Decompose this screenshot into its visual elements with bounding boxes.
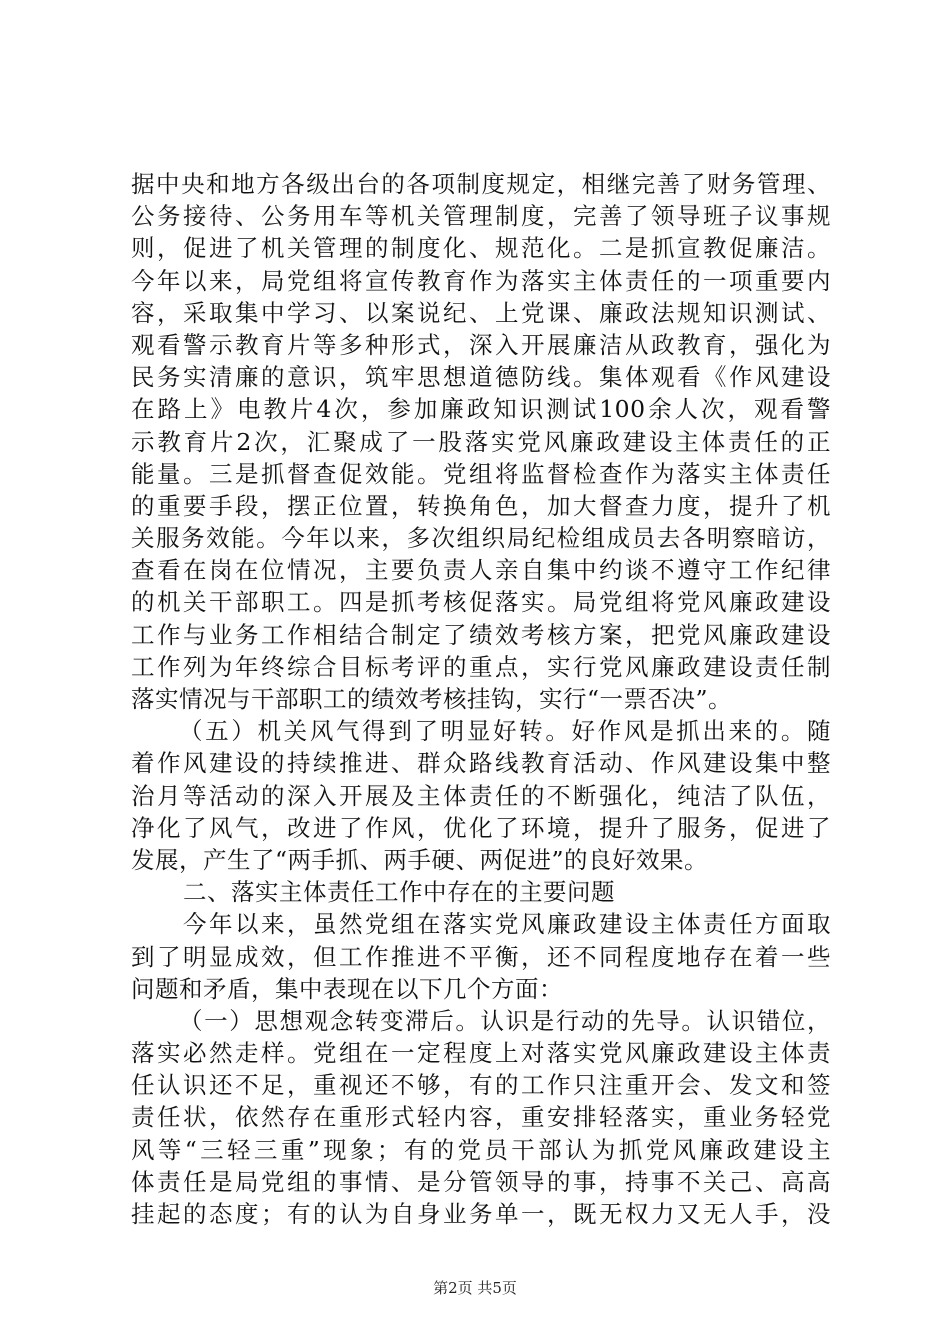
text-line: 容，采取集中学习、以案说纪、上党课、廉政法规知识测试、 [131,298,831,327]
text-line: 任认识还不足，重视还不够，有的工作只注重开会、发文和签 [131,1071,831,1100]
text-line: 到了明显成效，但工作推进不平衡，还不同程度地存在着一些 [131,942,831,971]
text-line: 能量。三是抓督查促效能。党组将监督检查作为落实主体责任 [131,459,831,488]
text-line: 民务实清廉的意识，筑牢思想道德防线。集体观看《作风建设 [131,363,831,392]
text-line: 责任状，依然存在重形式轻内容，重安排轻落实，重业务轻党 [131,1103,831,1132]
section-heading: 二、落实主体责任工作中存在的主要问题 [183,878,615,907]
text-line: 落实必然走样。党组在一定程度上对落实党风廉政建设主体责 [131,1039,831,1068]
text-line: 据中央和地方各级出台的各项制度规定，相继完善了财务管理、 [131,170,831,198]
text-line: 挂起的态度；有的认为自身业务单一，既无权力又无人手，没 [131,1200,831,1228]
text-line: 净化了风气，改进了作风，优化了环境，提升了服务，促进了 [131,813,831,842]
text-line: 风等“三轻三重”现象；有的党员干部认为抓党风廉政建设主 [131,1135,831,1164]
page-number-footer: 第2页 共5页 [433,1279,517,1297]
text-line: 着作风建设的持续推进、群众路线教育活动、作风建设集中整 [131,749,831,778]
text-line: 示教育片2次，汇聚成了一股落实党风廉政建设主体责任的正 [131,427,831,456]
text-line: 发展，产生了“两手抓、两手硬、两促进”的良好效果。 [131,845,709,874]
text-line: 查看在岗在位情况，主要负责人亲自集中约谈不遵守工作纪律 [131,556,831,585]
text-line: 的重要手段，摆正位置，转换角色，加大督查力度，提升了机 [131,491,831,520]
text-line: 则，促进了机关管理的制度化、规范化。二是抓宣教促廉洁。 [131,234,831,263]
text-line: 工作列为年终综合目标考评的重点，实行党风廉政建设责任制 [131,652,831,681]
section-heading-line: （一）思想观念转变滞后。认识是行动的先导。认识错位， [179,1006,831,1035]
text-line: 落实情况与干部职工的绩效考核挂钩，实行“一票否决”。 [131,685,733,713]
text-line: 的机关干部职工。四是抓考核促落实。局党组将党风廉政建设 [131,588,831,617]
text-line: 问题和矛盾，集中表现在以下几个方面： [131,974,563,1003]
text-line: 工作与业务工作相结合制定了绩效考核方案，把党风廉政建设 [131,620,831,649]
text-line: 今年以来，局党组将宣传教育作为落实主体责任的一项重要内 [131,266,831,295]
text-line: 公务接待、公务用车等机关管理制度，完善了领导班子议事规 [131,202,831,231]
text-line: 关服务效能。今年以来，多次组织局纪检组成员去各明察暗访， [131,524,831,553]
text-line: 体责任是局党组的事情、是分管领导的事，持事不关己、高高 [131,1167,831,1196]
text-line: 在路上》电教片4次，参加廉政知识测试100余人次，观看警 [131,395,831,424]
document-body [131,168,831,1230]
text-line: 观看警示教育片等多种形式，深入开展廉洁从政教育，强化为 [131,330,831,359]
text-line: 治月等活动的深入开展及主体责任的不断强化，纯洁了队伍， [131,781,831,810]
section-heading-line: （五）机关风气得到了明显好转。好作风是抓出来的。随 [179,717,831,746]
paragraph-first-line: 今年以来，虽然党组在落实党风廉政建设主体责任方面取 [183,910,831,939]
